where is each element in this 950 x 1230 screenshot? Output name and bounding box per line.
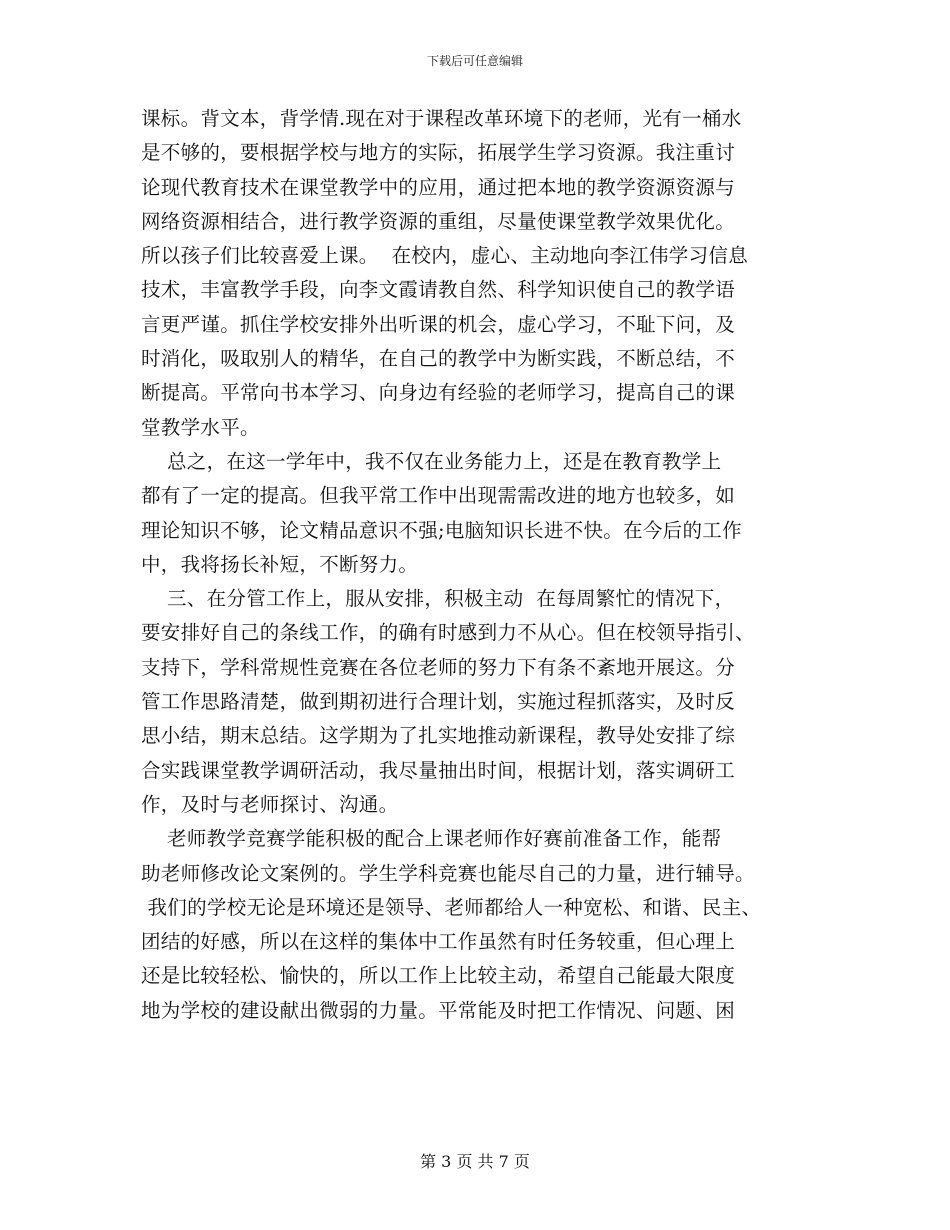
text-line: 要安排好自己的条线工作，的确有时感到力不从心。但在校领导指引、	[141, 621, 755, 645]
text-line: 堂教学水平。	[141, 415, 260, 439]
text-line: 团结的好感，所以在这样的集体中工作虽然有时任务较重，但心理上	[141, 930, 736, 954]
text-line: 支持下，学科常规性竞赛在各位老师的努力下有条不紊地开展这。分	[141, 655, 736, 679]
text-line: 我们的学校无论是环境还是领导、老师都给人一种宽松、和谐、民主、	[141, 895, 762, 919]
text-line: 作，及时与老师探讨、沟通。	[141, 792, 399, 816]
text-line: 管工作思路清楚，做到期初进行合理计划，实施过程抓落实，及时反	[141, 690, 736, 714]
text-line: 所以孩子们比较喜爱上课。 在校内，虚心、主动地向李江伟学习信息	[141, 244, 748, 268]
text-line: 还是比较轻松、愉快的，所以工作上比较主动，希望自己能最大限度	[141, 964, 736, 988]
text-line: 老师教学竞赛学能积极的配合上课老师作好赛前准备工作，能帮	[141, 827, 722, 851]
text-line: 合实践课堂教学调研活动，我尽量抽出时间，根据计划，落实调研工	[141, 758, 736, 782]
text-line: 言更严谨。抓住学校安排外出听课的机会，虚心学习，不耻下问，及	[141, 312, 736, 336]
text-line: 总之，在这一学年中，我不仅在业务能力上，还是在教育教学上	[141, 449, 722, 473]
text-line: 是不够的，要根据学校与地方的实际，拓展学生学习资源。我注重讨	[141, 141, 736, 165]
text-line: 中，我将扬长补短，不断努力。	[141, 552, 419, 576]
text-line: 断提高。平常向书本学习、向身边有经验的老师学习，提高自己的课	[141, 381, 736, 405]
text-line: 地为学校的建设献出微弱的力量。平常能及时把工作情况、问题、困	[141, 998, 736, 1022]
text-line: 理论知识不够，论文精品意识不强;电脑知识长进不快。在今后的工作	[141, 518, 742, 542]
text-line: 三、在分管工作上，服从安排，积极主动 在每周繁忙的情况下，	[141, 587, 735, 611]
text-line: 都有了一定的提高。但我平常工作中出现需需改进的地方也较多，如	[141, 484, 736, 508]
text-line: 技术，丰富教学手段，向李文霞请教自然、科学知识使自己的教学语	[141, 278, 736, 302]
text-line: 思小结，期末总结。这学期为了扎实地推动新课程，教导处安排了综	[141, 724, 736, 748]
text-line: 时消化，吸取别人的精华，在自己的教学中为断实践，不断总结，不	[141, 347, 736, 371]
document-body	[141, 102, 841, 1028]
text-line: 网络资源相结合，进行教学资源的重组，尽量使课堂教学效果优化。	[141, 209, 736, 233]
page-header: 下载后可任意编辑	[426, 54, 523, 68]
text-line: 助老师修改论文案例的。学生学科竞赛也能尽自己的力量，进行辅导。	[141, 861, 755, 885]
text-line: 论现代教育技术在课堂教学中的应用，通过把本地的教学资源资源与	[141, 175, 736, 199]
text-line: 课标。背文本，背学情.现在对于课程改革环境下的老师，光有一桶水	[141, 107, 742, 130]
page-number-footer: 第 3 页 共 7 页	[420, 1152, 530, 1171]
